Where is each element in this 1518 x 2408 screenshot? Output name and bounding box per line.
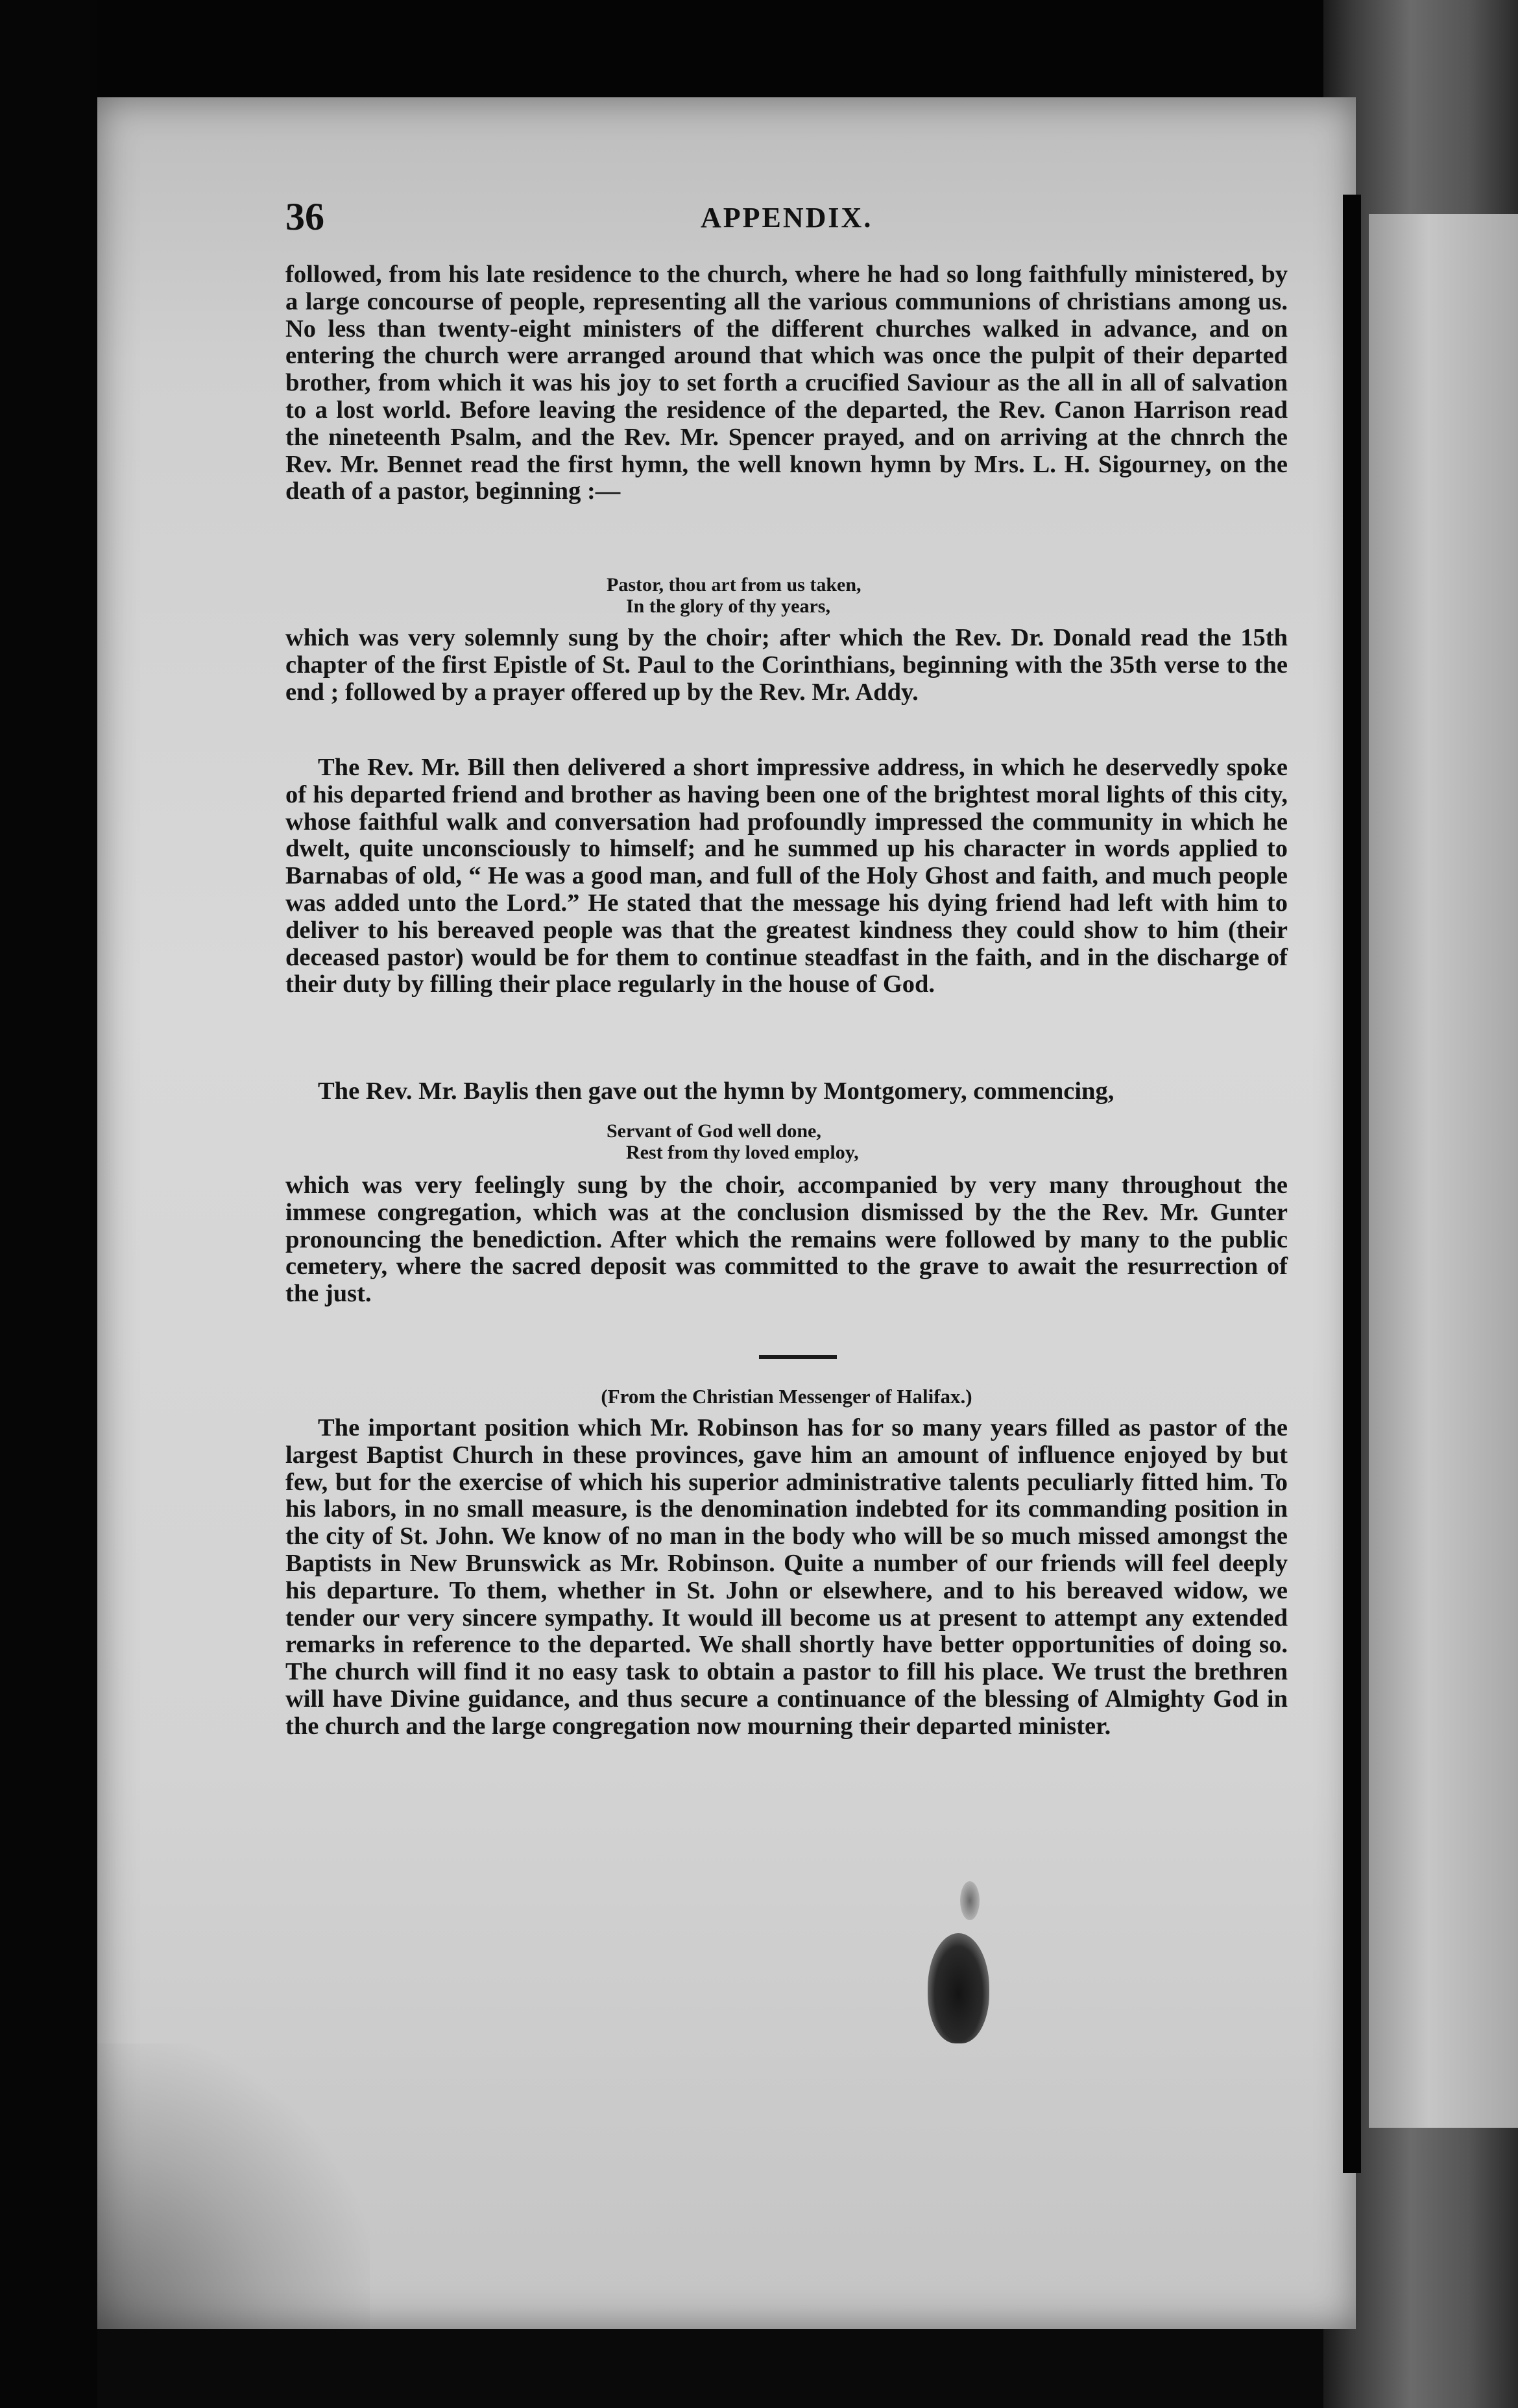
hymn-one-line-2: In the glory of thy years, — [626, 596, 830, 617]
after-hymn-paragraph: which was very solemnly sung by the choir; after which the Rev. Dr. Donald read the 15th chapter of the first Epistle of St. Paul to the Corinthians, beginning with the 35th verse to the end ; followed by a prayer offered up by the Rev. Mr. Addy. — [285, 624, 1288, 706]
page-gutter-shadow — [1343, 195, 1361, 2173]
scan-border-left — [0, 0, 97, 2408]
hymn-two-line-2: Rest from thy loved employ, — [626, 1142, 859, 1163]
funeral-paragraph: followed, from his late residence to the church, where he had so long faithfully ministered, by a large concourse of people, representing all the various communions of christians among us. No less than twenty-eight ministers of the different churches walked in advance, and on entering the church were arranged around that which was once the pulpit of their departed brother, from which it was his joy to set forth a crucified Saviour as the all in all of salvation to a lost world. Before leaving the residence of the departed, the Rev. Canon Harrison read the nineteenth Psalm, and the Rev. Mr. Spencer prayed, and on arriving at the chnrch the Rev. Mr. Bennet read the first hymn, the well known hymn by Mrs. L. H. Sigourney, on the death of a pastor, beginning :— — [285, 261, 1288, 505]
page-header — [285, 195, 1310, 247]
messenger-heading: (From the Christian Messenger of Halifax.) — [601, 1385, 972, 1408]
hymn-one — [285, 574, 1288, 617]
hymn-one-line-1: Pastor, thou art from us taken, — [607, 574, 861, 596]
hymn-two-line-1: Servant of God well done, — [607, 1120, 821, 1142]
scan-border-top — [0, 0, 1518, 97]
ink-smudge — [960, 1881, 980, 1920]
ink-stain — [928, 1933, 989, 2043]
facing-page-edge — [1369, 214, 1518, 2128]
closing-paragraph: which was very feelingly sung by the choir, accompanied by very many throughout the immese congregation, which was at the conclusion dismissed by the the Rev. Mr. Gunter pronouncing the benediction. After which the remains were followed by many to the public cemetery, where the sacred deposit was committed to the grave to await the resurrection of the just. — [285, 1172, 1288, 1308]
section-divider — [759, 1355, 837, 1359]
running-head: APPENDIX. — [701, 202, 873, 234]
messenger-paragraph: The important position which Mr. Robinson has for so many years filled as pastor of the largest Baptist Church in these provinces, gave him an amount of influence enjoyed by but few, but for the exercise of which his superior administrative talents peculiarly fitted him. To his labors, in no small measure, is the denomination indebted for its commanding position in the city of St. John. We know of no man in the body who will be so much missed amongst the Baptists in New Brunswick as Mr. Robinson. Quite a number of our friends will feel deeply his departure. To them, whether in St. John or elsewhere, and to his bereaved widow, we tender our very sincere sympathy. It would ill become us at present to attempt any extended remarks in reference to the departed. We shall shortly have better opportunities of doing so. The church will find it no easy task to obtain a pastor to fill his place. We trust the brethren will have Divine guidance, and thus secure a continuance of the blessing of Almighty God in the church and the large congregation now mourning their departed minister. — [285, 1414, 1288, 1740]
address-paragraph: The Rev. Mr. Bill then delivered a short impressive address, in which he deservedly spoke of his departed friend and brother as having been one of the brightest moral lights of this city, whose faithful walk and conversation had profoundly impressed the community in which he dwelt, quite unconsciously to himself; and he summed up his character in words applied to Barnabas of old, “ He was a good man, and full of the Holy Ghost and faith, and much people was added unto the Lord.” He stated that the message his dying friend had left with him to deliver to his bereaved people was that the greatest kindness they could show to him (their deceased pastor) would be for them to continue steadfast in the faith, and in the discharge of their duty by filling their place regularly in the house of God. — [285, 754, 1288, 998]
corner-wear-mark — [97, 2043, 370, 2329]
baylis-paragraph: The Rev. Mr. Baylis then gave out the hymn by Montgomery, commencing, — [318, 1078, 1114, 1105]
page-number: 36 — [285, 195, 324, 238]
hymn-two — [285, 1120, 1288, 1163]
